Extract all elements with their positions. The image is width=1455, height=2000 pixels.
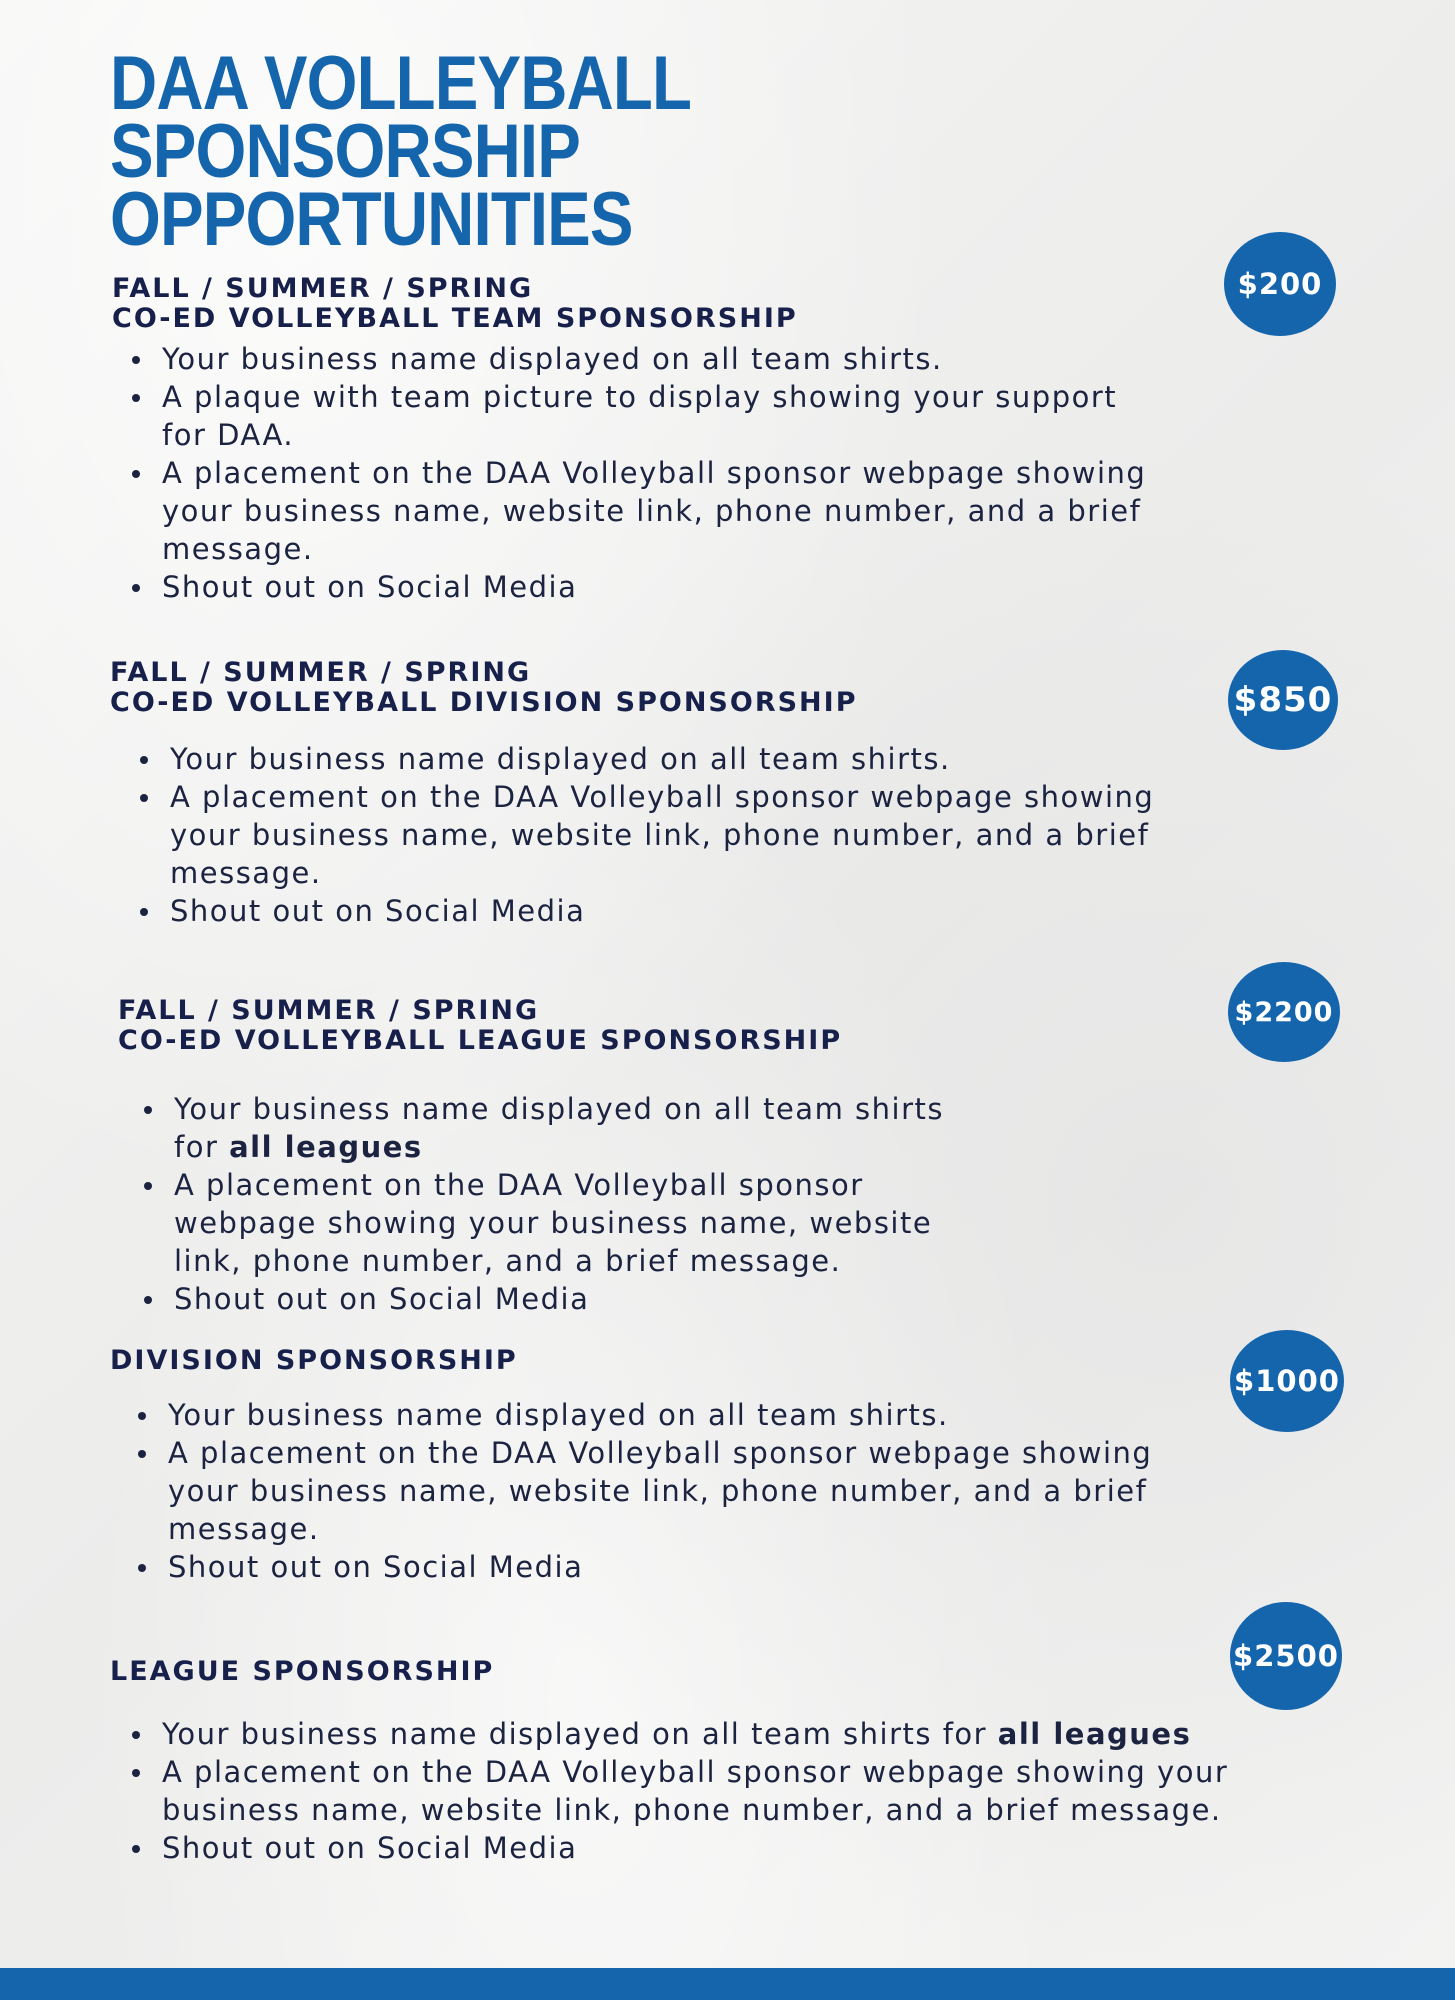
list-item: A placement on the DAA Volleyball sponsor webpage showing your business name, website link, phone number, and a brief message. <box>162 454 1162 568</box>
list-item: Shout out on Social Media <box>174 1280 954 1318</box>
list-item: A plaque with team picture to display showing your support for DAA. <box>162 378 1162 454</box>
heading-tier: LEAGUE SPONSORSHIP <box>110 1656 495 1687</box>
page-title-line-2: OPPORTUNITIES <box>110 177 633 262</box>
footer-bar <box>0 1968 1455 2000</box>
division-sponsorship-section <box>110 658 1210 930</box>
standalone-league-benefits-list <box>110 1715 1342 1867</box>
page-title <box>110 41 1056 262</box>
list-item: Shout out on Social Media <box>168 1548 1168 1586</box>
heading-tier: CO-ED VOLLEYBALL DIVISION SPONSORSHIP <box>110 687 858 718</box>
league-benefits-list <box>118 1090 954 1318</box>
price-badge-standalone-league: $2500 <box>1230 1602 1342 1710</box>
list-item: Shout out on Social Media <box>162 1829 1342 1867</box>
price-badge-league: $2200 <box>1228 962 1340 1062</box>
price-badge-team: $200 <box>1224 232 1336 336</box>
standalone-division-heading <box>110 1346 1210 1376</box>
standalone-league-heading <box>110 1657 1310 1687</box>
list-item: A placement on the DAA Volleyball sponsor webpage showing your business name, website link, phone number, and a brief message. <box>170 778 1170 892</box>
league-sponsorship-section <box>118 996 1218 1318</box>
page-title-line-1: DAA VOLLEYBALL SPONSORSHIP <box>110 41 690 194</box>
division-sponsorship-heading <box>110 658 1210 718</box>
list-item: Your business name displayed on all team shirts. <box>168 1396 1168 1434</box>
price-badge-standalone-division: $1000 <box>1230 1330 1344 1432</box>
bullet-text: Your business name displayed on all team shirts for <box>162 1717 988 1751</box>
team-benefits-list <box>112 340 1162 606</box>
heading-seasons: FALL / SUMMER / SPRING <box>110 657 532 688</box>
heading-tier: DIVISION SPONSORSHIP <box>110 1345 518 1376</box>
list-item <box>174 1090 954 1166</box>
league-sponsorship-heading <box>118 996 1218 1056</box>
list-item: Your business name displayed on all team shirts. <box>162 340 1162 378</box>
division-benefits-list <box>110 740 1170 930</box>
list-item: A placement on the DAA Volleyball sponsor webpage showing your business name, website link, phone number, and a brief message. <box>162 1753 1342 1829</box>
list-item <box>162 1715 1342 1753</box>
bullet-text: Your business name displayed on all team shirts for <box>174 1092 944 1164</box>
list-item: Shout out on Social Media <box>162 568 1162 606</box>
list-item: Your business name displayed on all team shirts. <box>170 740 1170 778</box>
list-item: A placement on the DAA Volleyball sponsor webpage showing your business name, website link, phone number, and a brief message. <box>168 1434 1168 1548</box>
list-item: Shout out on Social Media <box>170 892 1170 930</box>
standalone-league-section <box>110 1657 1310 1867</box>
bullet-emphasis: all leagues <box>997 1717 1192 1751</box>
price-badge-division: $850 <box>1228 650 1338 750</box>
list-item: A placement on the DAA Volleyball sponsor webpage showing your business name, website link, phone number, and a brief message. <box>174 1166 954 1280</box>
heading-tier: CO-ED VOLLEYBALL TEAM SPONSORSHIP <box>112 303 798 334</box>
team-sponsorship-section <box>112 274 1212 606</box>
heading-seasons: FALL / SUMMER / SPRING <box>112 273 534 304</box>
heading-tier: CO-ED VOLLEYBALL LEAGUE SPONSORSHIP <box>118 1025 843 1056</box>
team-sponsorship-heading <box>112 274 1212 334</box>
standalone-division-benefits-list <box>110 1396 1168 1586</box>
heading-seasons: FALL / SUMMER / SPRING <box>118 995 540 1026</box>
standalone-division-section <box>110 1346 1210 1586</box>
bullet-emphasis: all leagues <box>229 1130 423 1164</box>
